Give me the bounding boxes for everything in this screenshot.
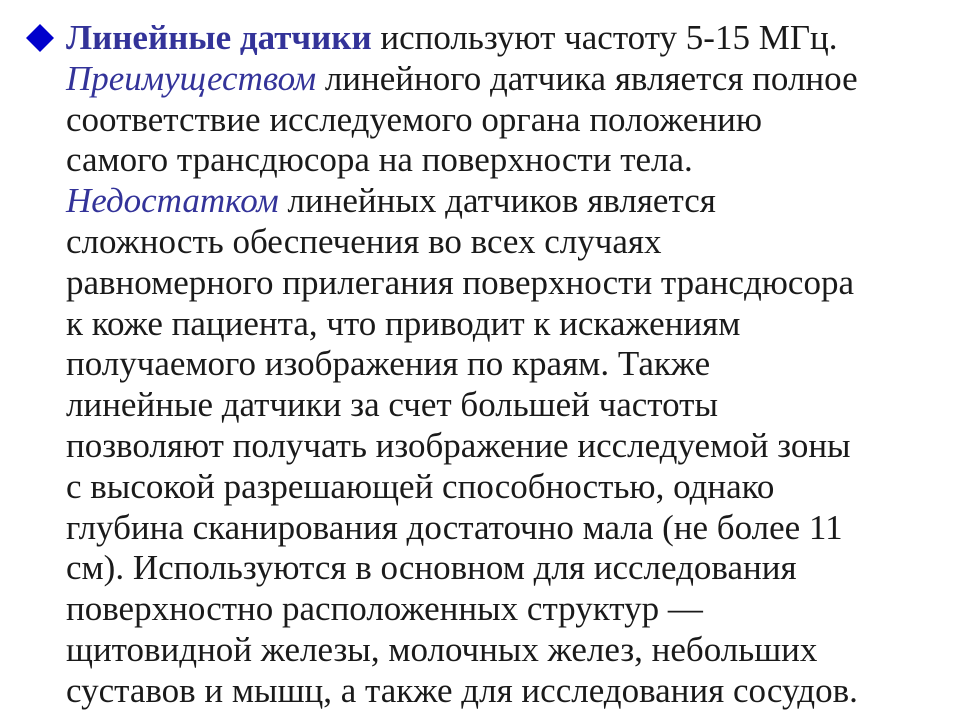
body-paragraph <box>66 18 946 712</box>
heading-term: Линейные датчики <box>66 18 372 57</box>
text-line: позволяют получать изображение исследуемой зоны <box>66 425 851 465</box>
text-span: используют частоту 5-15 МГц. <box>371 18 838 57</box>
text-line: щитовидной железы, молочных желез, небольших <box>66 629 818 669</box>
disadvantage-term: Недостатком <box>66 181 279 221</box>
text-line <box>66 181 946 222</box>
text-line: глубина сканирования достаточно мала (не более 11 <box>66 507 843 547</box>
text-line: соответствие исследуемого органа положению <box>66 99 763 139</box>
text-line: получаемого изображения по краям. Также <box>66 344 711 384</box>
text-line <box>66 59 946 100</box>
text-line: равномерного прилегания поверхности трансдюсора <box>66 262 854 302</box>
text-line: линейные датчики за счет большей частоты <box>66 385 718 425</box>
text-line: суставов и мышц, а также для исследования сосудов. <box>66 670 858 710</box>
diamond-bullet-icon <box>24 22 64 62</box>
text-span: линейных датчиков является <box>278 181 716 221</box>
text-line: к коже пациента, что приводит к искажениям <box>66 303 741 343</box>
text-line: с высокой разрешающей способностью, однако <box>66 466 775 506</box>
text-line: см). Используются в основном для исследования <box>66 548 797 588</box>
text-line: самого трансдюсора на поверхности тела. <box>66 140 693 180</box>
text-line: поверхностно расположенных структур — <box>66 589 703 629</box>
text-line: сложность обеспечения во всех случаях <box>66 221 662 261</box>
advantage-term: Преимуществом <box>66 58 317 98</box>
text-line <box>66 18 946 59</box>
text-span: линейного датчика является полное <box>316 58 858 98</box>
